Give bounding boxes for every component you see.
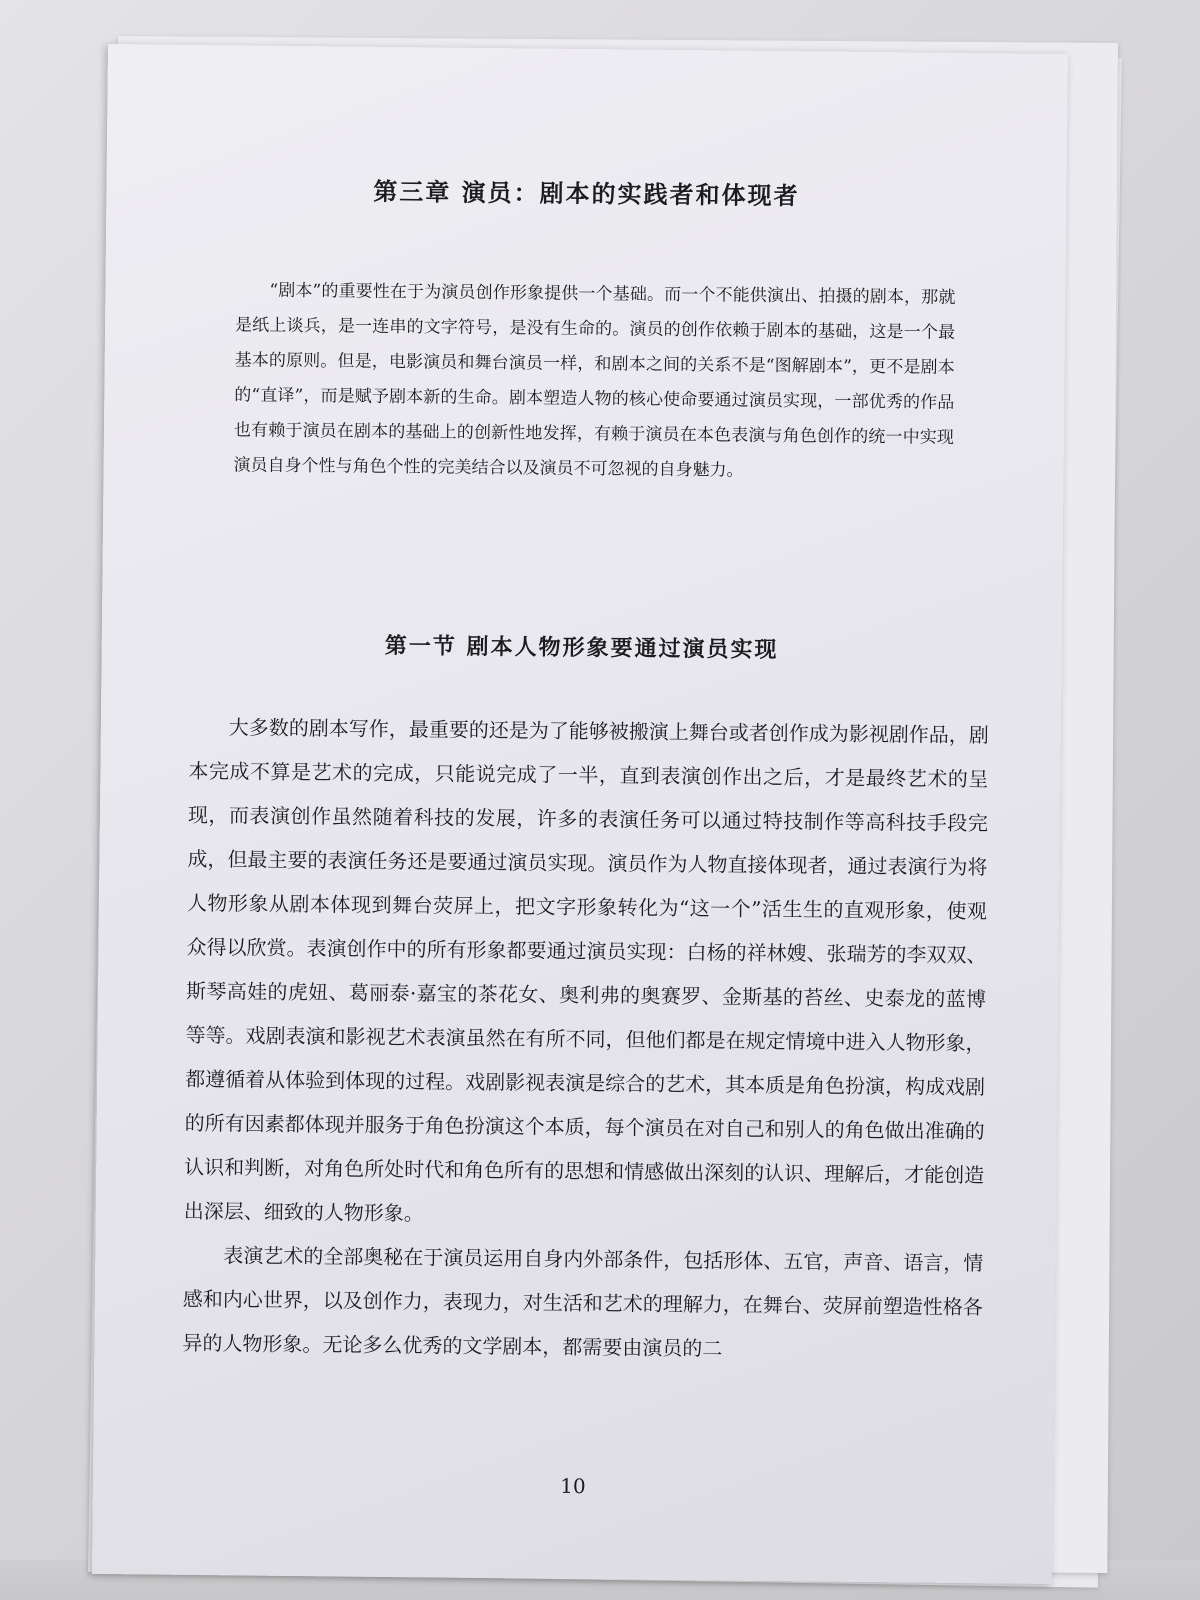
body-paragraph: 表演艺术的全部奥秘在于演员运用自身内外部条件，包括形体、五官，声音、语言，情感和内心世界，以及创作力，表现力，对生活和艺术的理解力，在舞台、荧屏前塑造性格各异的人物形象。无论多么优秀的文学剧本，都需要由演员的二 [182, 1243, 984, 1361]
document-page [92, 44, 1068, 1584]
page-number: 10 [560, 1473, 586, 1499]
chapter-title: 第三章 演员：剧本的实践者和体现者 [373, 176, 800, 211]
body-paragraph: 大多数的剧本写作，最重要的还是为了能够被搬演上舞台或者创作成为影视剧作品，剧本完成不算是艺术的完成，只能说完成了一半，直到表演创作出之后，才是最终艺术的呈现，而表演创作虽然随着科技的发展，许多的表演任务可以通过特技制作等高科技手段完成，但最主要的表演任务还是要通过演员实现。演员作为人物直接体现者，通过表演行为将人物形象从剧本体现到舞台荧屏上，把文字形象转化为“这一个”活生生的直观形象，使观众得以欣赏。表演创作中的所有形象都要通过演员实现：白杨的祥林嫂、张瑞芳的李双双、斯琴高娃的虎妞、葛丽泰·嘉宝的茶花女、奥利弗的奥赛罗、金斯基的苔丝、史泰龙的蓝博等等。戏剧表演和影视艺术表演虽然在有所不同，但他们都是在规定情境中进入人物形象，都遵循着从体验到体现的过程。戏剧影视表演是综合的艺术，其本质是角色扮演，构成戏剧的所有因素都体现并服务于角色扮演这个本质，每个演员在对自己和别人的角色做出准确的认识和判断，对角色所处时代和角色所有的思想和情感做出深刻的认识、理解后，才能创造出深层、细致的人物形象。 [183, 715, 989, 1226]
section-title: 第一节 剧本人物形象要通过演员实现 [384, 632, 779, 664]
intro-paragraph: “剧本”的重要性在于为演员创作形象提供一个基础。而一个不能供演出、拍摄的剧本，那就是纸上谈兵，是一连串的文字符号，是没有生命的。演员的创作依赖于剧本的基础，这是一个最基本的原则。但是，电影演员和舞台演员一样，和剧本之间的关系不是“图解剧本”，更不是剧本的“直译”，而是赋予剧本新的生命。剧本塑造人物的核心使命要通过演员实现，一部优秀的作品也有赖于演员在剧本的基础上的创新性地发挥，有赖于演员在本色表演与角色创作的统一中实现演员自身个性与角色个性的完美结合以及演员不可忽视的自身魅力。 [233, 280, 956, 481]
body-text [182, 705, 989, 1373]
